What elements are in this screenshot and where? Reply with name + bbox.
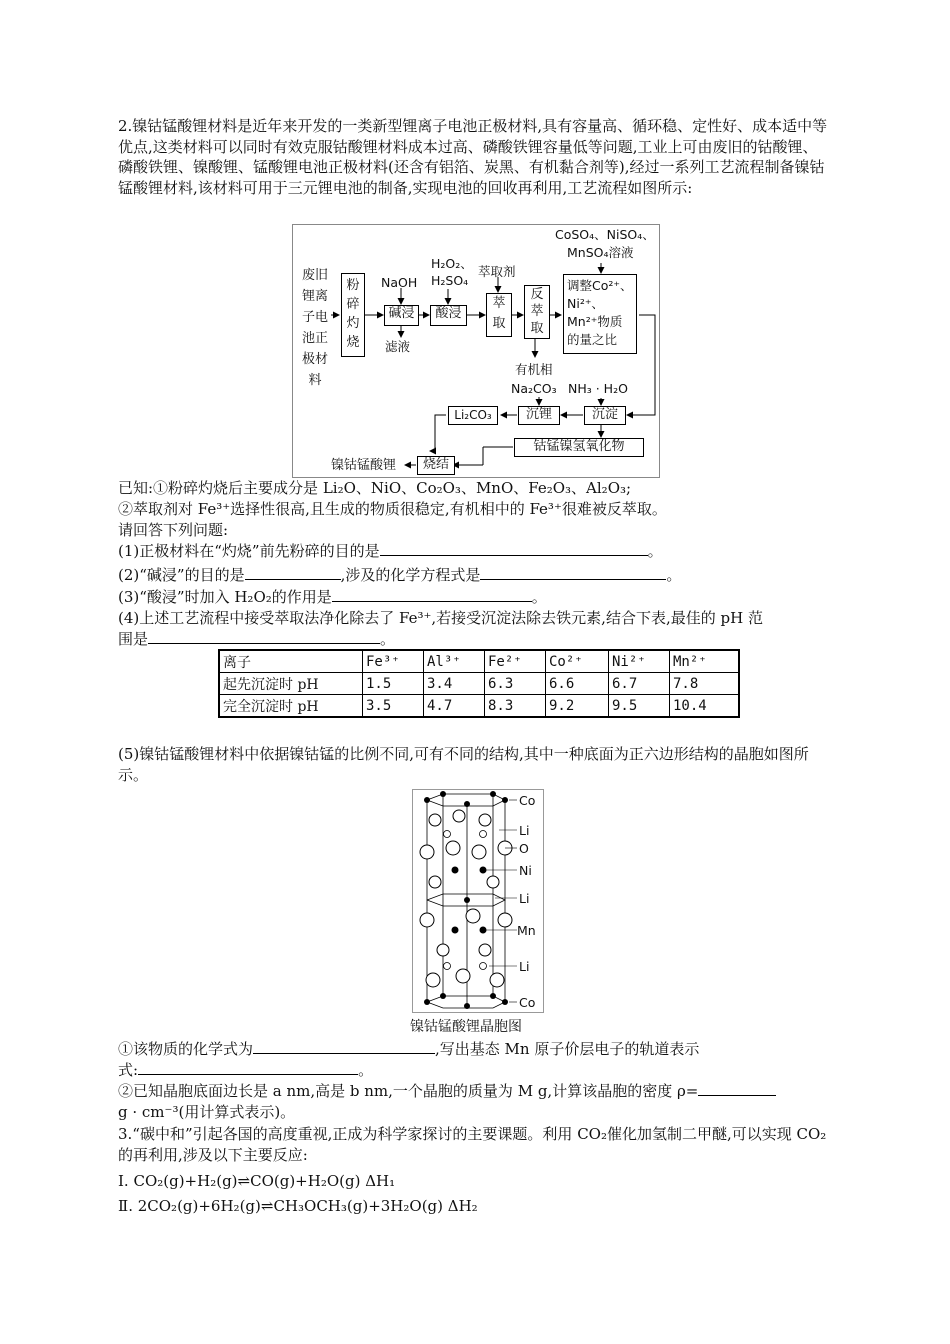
reaction-2: Ⅱ. 2CO₂(g)+6H₂(g)⇌CH₃OCH₃(g)+3H₂O(g) ΔH₂ (118, 1197, 478, 1215)
reaction-1: Ⅰ. CO₂(g)+H₂(g)⇌CO(g)+H₂O(g) ΔH₁ (118, 1172, 396, 1190)
table-cell: 6.3 (485, 673, 546, 695)
flow-step-acid-leach: 酸浸 (430, 305, 467, 326)
crystal-label-co-bottom: Co (519, 995, 536, 1010)
crystal-label-co-top: Co (519, 793, 536, 808)
crystal-cell-figure (412, 789, 544, 1013)
subquestion-4-line-2: 围是 。 (118, 630, 396, 648)
table-header-row (219, 650, 739, 673)
flow-source-label: 废旧锂离子电池正极材料 (301, 268, 328, 388)
crystal-label-o: O (519, 841, 529, 856)
answer-blank-3[interactable] (332, 587, 532, 602)
flow-step-lithium-precipitation: 沉锂 (518, 406, 560, 425)
flow-intermediate-hydroxide: 钴锰镍氢氧化物 (514, 438, 644, 457)
answer-blank-4[interactable] (148, 629, 380, 644)
flow-reagent-sulfates-1: CoSO₄、NiSO₄、 (555, 227, 655, 242)
table-cell: 1.5 (363, 673, 424, 695)
flow-reagent-extractant: 萃取剂 (478, 264, 516, 279)
crystal-label-li-3: Li (519, 959, 530, 974)
table-cell: 起先沉淀时 pH (219, 673, 363, 695)
flow-reagent-na2co3: Na₂CO₃ (511, 381, 557, 396)
table-cell: Al³⁺ (424, 650, 485, 673)
answer-blank-2b[interactable] (480, 565, 666, 580)
crystal-label-mn: Mn (517, 923, 536, 938)
flow-reagent-nh3-h2o: NH₃ · H₂O (568, 381, 628, 396)
answer-blank-1[interactable] (380, 541, 648, 556)
subquestion-3: (3)“酸浸”时加入 H₂O₂的作用是 。 (118, 588, 547, 606)
table-cell: Fe²⁺ (485, 650, 546, 673)
flow-organic-phase-label: 有机相 (515, 362, 553, 377)
table-cell: Fe³⁺ (363, 650, 424, 673)
flow-step-adjust-ratio: 调整Co²⁺、Ni²⁺、Mn²⁺物质的量之比 (563, 274, 637, 354)
answer-blank-5-1a[interactable] (253, 1039, 435, 1054)
table-row (219, 695, 739, 718)
table-cell: 4.7 (424, 695, 485, 718)
answer-prompt: 请回答下列问题: (118, 521, 229, 539)
flow-reagent-naoh: NaOH (381, 275, 418, 290)
flow-step-back-extraction: 反萃取 (524, 285, 550, 339)
known-condition-1: 已知:①粉碎灼烧后主要成分是 Li₂O、NiO、Co₂O₃、MnO、Fe₂O₃、Al₂O₃; (118, 479, 632, 497)
subquestion-2: (2)“碱浸”的目的是 ,涉及的化学方程式是 。 (118, 566, 682, 584)
flow-reagent-sulfates-2: MnSO₄溶液 (567, 245, 634, 260)
table-cell: 7.8 (670, 673, 740, 695)
flow-step-precipitation: 沉淀 (584, 406, 626, 425)
crystal-figure-caption: 镍钴锰酸锂晶胞图 (410, 1019, 522, 1035)
table-cell: 10.4 (670, 695, 740, 718)
precipitation-ph-table (218, 649, 740, 718)
flow-reagent-h2so4: H₂SO₄ (431, 273, 469, 288)
flow-step-extraction: 萃取 (486, 293, 512, 337)
process-flowchart (292, 224, 660, 478)
table-cell: 6.6 (546, 673, 609, 695)
table-cell: 离子 (219, 650, 363, 673)
flow-step-alkali-leach: 碱浸 (384, 305, 419, 326)
flow-reagent-h2o2: H₂O₂、 (431, 256, 473, 271)
answer-blank-2a[interactable] (245, 565, 341, 580)
table-cell: 完全沉淀时 pH (219, 695, 363, 718)
crystal-label-li-2: Li (519, 891, 530, 906)
question-3-intro: 3.“碳中和”引起各国的高度重视,正成为科学家探讨的主要课题。利用 CO₂催化加氢制二甲醚,可以实现 CO₂的再利用,涉及以下主要反应: (118, 1125, 827, 1164)
answer-blank-5-1b[interactable] (138, 1060, 358, 1075)
crystal-label-li-1: Li (519, 823, 530, 838)
flow-step-crush-calcine: 粉碎灼烧 (341, 273, 365, 357)
table-cell: 8.3 (485, 695, 546, 718)
subquestion-4-line-1: (4)上述工艺流程中接受萃取法净化除去了 Fe³⁺,若接受沉淀法除去铁元素,结合下表,最佳的 pH 范 (118, 609, 763, 627)
subquestion-5-1-cont: 式: 。 (118, 1061, 374, 1079)
flow-step-sintering: 烧结 (417, 456, 455, 475)
table-cell: Ni²⁺ (609, 650, 670, 673)
known-condition-2: ②萃取剂对 Fe³⁺选择性很高,且生成的物质很稳定,有机相中的 Fe³⁺很难被反萃取。 (118, 500, 667, 518)
table-cell: 6.7 (609, 673, 670, 695)
subquestion-5-2-cont: g · cm⁻³(用计算式表示)。 (118, 1103, 296, 1121)
table-cell: Co²⁺ (546, 650, 609, 673)
subquestion-5-intro: (5)镍钴锰酸锂材料中依据镍钴锰的比例不同,可有不同的结构,其中一种底面为正六边形结构的晶胞如图所示。 (118, 745, 809, 784)
table-cell: 3.5 (363, 695, 424, 718)
question-2-intro: 2.镍钴锰酸锂材料是近年来开发的一类新型锂离子电池正极材料,具有容量高、循环稳、定性好、成本适中等优点,这类材料可以同时有效克服钴酸锂材料成本过高、磷酸铁锂容量低等问题,工业上可由废旧的钴酸锂、磷酸铁锂、镍酸锂、锰酸锂电池正极材料(还含有铝箔、炭黑、有机黏合剂等),经过一系列工艺流程制备镍钴锰酸锂材料,该材料可用于三元锂电池的制备,实现电池的回收再利用,工艺流程如图所示: (118, 117, 828, 197)
answer-blank-5-2[interactable] (698, 1081, 776, 1096)
flow-filtrate-label: 滤液 (385, 339, 411, 354)
table-cell: 9.2 (546, 695, 609, 718)
flow-product-li2co3: Li₂CO₃ (448, 406, 498, 425)
subquestion-5-1: ①该物质的化学式为 ,写出基态 Mn 原子价层电子的轨道表示 (118, 1040, 700, 1058)
subquestion-1: (1)正极材料在“灼烧”前先粉碎的目的是 。 (118, 542, 663, 560)
flow-final-product: 镍钴锰酸锂 (331, 458, 397, 473)
table-row (219, 673, 739, 695)
crystal-label-ni: Ni (519, 863, 532, 878)
table-cell: Mn²⁺ (670, 650, 740, 673)
table-cell: 3.4 (424, 673, 485, 695)
subquestion-5-2: ②已知晶胞底面边长是 a nm,高是 b nm,一个晶胞的质量为 M g,计算该晶胞的密度 ρ= (118, 1081, 776, 1101)
table-cell: 9.5 (609, 695, 670, 718)
